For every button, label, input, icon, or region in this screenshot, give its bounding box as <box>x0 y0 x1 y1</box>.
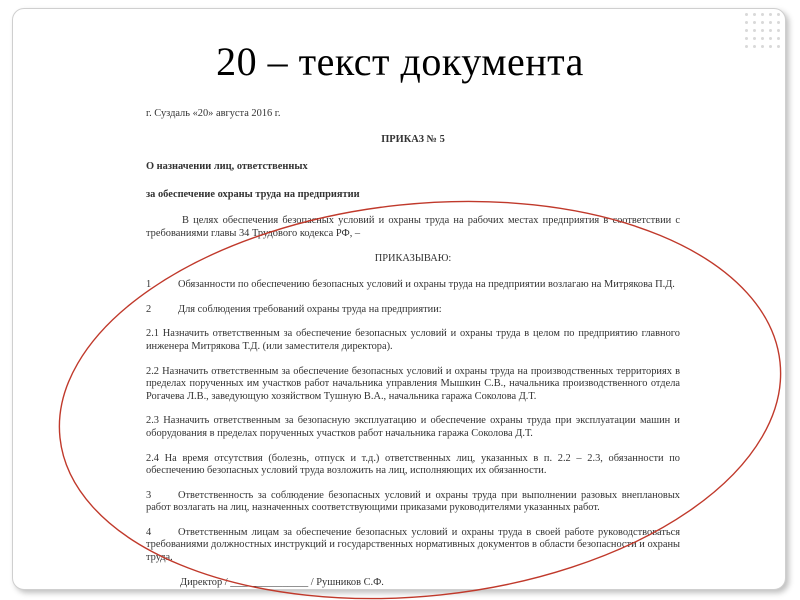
order-item-4 <box>146 527 680 565</box>
item-text: Ответственным лицам за обеспечение безопасных условий и охраны труда в своей работе руководствоваться требованиями должностных инструкций и государственных нормативных документов в области безопасности и охраны труда. <box>146 526 680 564</box>
order-item-2-4: 2.4 На время отсутствия (болезнь, отпуск и т.д.) ответственных лиц, указанных в п. 2.2 – 2.3, обязанности по обеспечению безопасных условий труда возложить на лиц, исполняющих их обязанности. <box>146 452 680 477</box>
order-preamble: В целях обеспечения безопасных условий и охраны труда на рабочих местах предприятия в соответствии с требованиями главы 34 Трудового кодекса РФ, – <box>146 215 680 239</box>
item-number: 4 <box>146 526 152 538</box>
document-date: г. Суздаль «20» августа 2016 г. <box>146 108 281 119</box>
order-item-3 <box>146 490 680 515</box>
item-text: Ответственность за соблюдение безопасных условий и охраны труда при выполнении разовых внеплановых работ возлагать на лиц, назначенных соответствующими приказами руководителями указанных работ. <box>146 489 680 514</box>
item-text: Обязанности по обеспечению безопасных условий и охраны труда на предприятии возлагаю на Митрякова П.Д. <box>178 279 675 291</box>
document-body <box>146 108 680 589</box>
director-signature-line: Директор / _______________ / Рушников С.Ф. <box>180 576 384 588</box>
order-item-1 <box>146 279 680 292</box>
item-text: Для соблюдения требований охраны труда на предприятии: <box>178 303 442 315</box>
order-item-2-3: 2.3 Назначить ответственным за безопасную эксплуатацию и обеспечение охраны труда при эксплуатации машин и оборудования в пределах порученных участков работ начальника гаража Соколова Д.Т. <box>146 415 680 439</box>
order-item-2-2: 2.2 Назначить ответственным за обеспечение безопасных условий и охраны труда на производственных территориях в пределах порученных им участков работ начальника управления Мышкин С.В., начальника производственного отдела Рогачева Л.В., заведующую хозяйством Тушную В.А., начальника гаража Соколова Д.Т. <box>146 365 680 402</box>
order-subject-line-1: О назначении лиц, ответственных <box>146 161 308 173</box>
order-subject-line-2: за обеспечение охраны труда на предприятии <box>146 188 360 200</box>
order-item-2 <box>146 304 680 317</box>
item-number: 2 <box>146 303 152 315</box>
order-item-2-1: 2.1 Назначить ответственным за обеспечение безопасных условий и охраны труда в целом по предприятию главного инженера Митрякова Т.Д. (или заместителя директора). <box>146 328 680 352</box>
item-number: 3 <box>146 489 152 501</box>
order-decree: ПРИКАЗЫВАЮ: <box>374 252 452 264</box>
slide-title: 20 – текст документа <box>216 39 584 84</box>
item-number: 1 <box>146 279 152 291</box>
order-title: ПРИКАЗ № 5 <box>381 133 445 145</box>
